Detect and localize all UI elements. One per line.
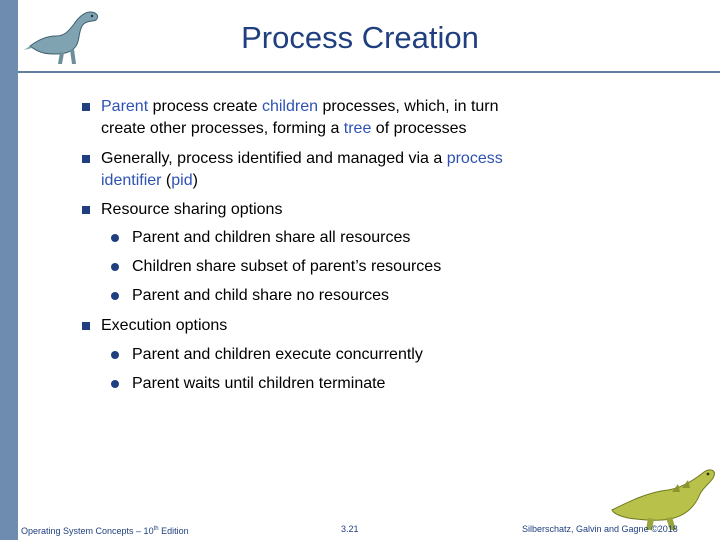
footer-book-title-edition: Edition <box>158 526 189 536</box>
bullet-text: processes, which, in turn <box>318 98 499 115</box>
round-bullet-icon <box>111 380 119 388</box>
subitem-share-subset: Children share subset of parent’s resources <box>132 258 442 275</box>
bullet-text: ( <box>161 172 172 189</box>
bullet-text: of processes <box>371 120 467 137</box>
footer-edition-suffix: th <box>153 526 159 532</box>
term-parent: Parent <box>101 98 149 115</box>
subitem-parent-waits: Parent waits until children terminate <box>132 375 386 392</box>
term-tree: tree <box>343 120 372 137</box>
subitem-share-all: Parent and children share all resources <box>132 229 411 246</box>
page-title: Process Creation <box>241 20 479 55</box>
footer-authors: Silberschatz, Galvin and Gagne ©2018 <box>522 524 678 534</box>
bullet-parent-children <box>101 96 499 140</box>
subitem-share-none: Parent and child share no resources <box>132 287 390 304</box>
bullet-text: process create <box>148 98 262 115</box>
footer-book-title <box>21 526 189 536</box>
page-number: 3.21 <box>341 524 359 534</box>
term-children: children <box>261 98 318 115</box>
bullet-line <box>101 96 499 118</box>
term-pid: pid <box>171 172 193 189</box>
bullet-text: ) <box>192 172 198 189</box>
square-bullet-icon <box>82 322 90 330</box>
round-bullet-icon <box>111 234 119 242</box>
bullet-process-identifier <box>101 148 503 192</box>
subitem-concurrent: Parent and children execute concurrently <box>132 346 423 363</box>
bullet-line <box>101 118 499 140</box>
bullet-text: create other processes, forming a <box>101 120 344 137</box>
square-bullet-icon <box>82 155 90 163</box>
square-bullet-icon <box>82 103 90 111</box>
footer-book-title-text: Operating System Concepts – 10 <box>21 526 154 536</box>
square-bullet-icon <box>82 206 90 214</box>
round-bullet-icon <box>111 263 119 271</box>
bullet-line <box>101 170 503 192</box>
term-process: process <box>446 150 503 167</box>
bullet-line <box>101 148 503 170</box>
round-bullet-icon <box>111 351 119 359</box>
bullet-resource-sharing: Resource sharing options <box>101 201 283 218</box>
term-identifier: identifier <box>101 172 162 189</box>
bullet-execution-options: Execution options <box>101 317 228 334</box>
bullet-text: Generally, process identified and managed via a <box>101 150 447 167</box>
round-bullet-icon <box>111 292 119 300</box>
